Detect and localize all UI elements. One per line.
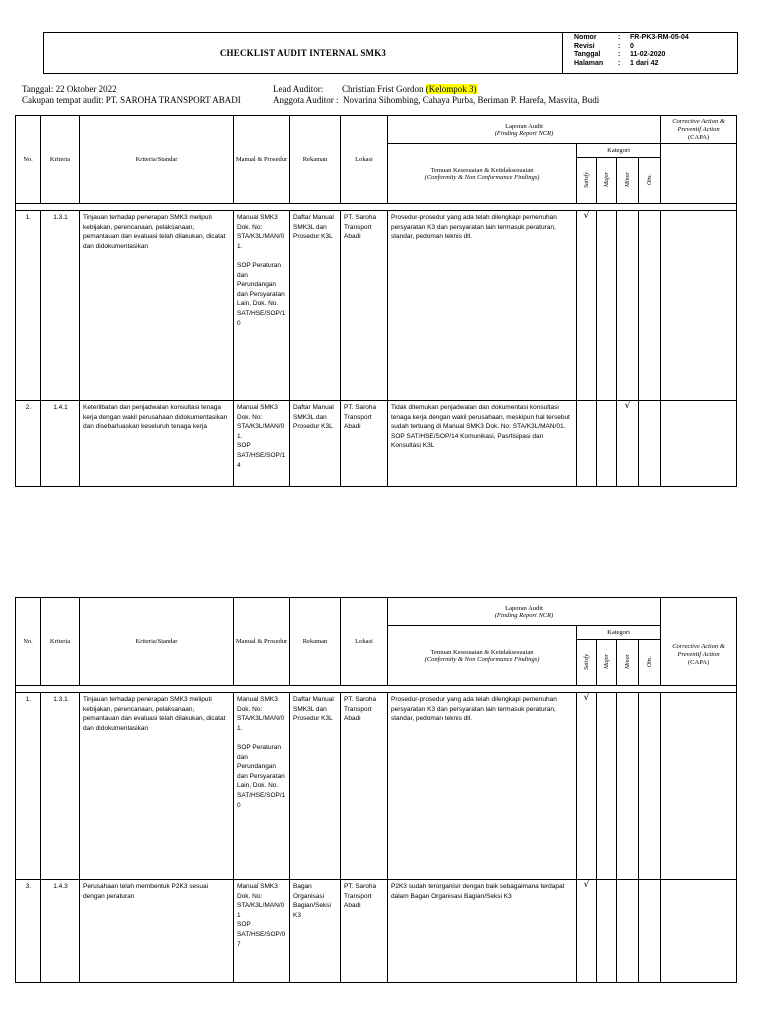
cell-lokasi: PT. Saroha Transport Abadi	[341, 211, 388, 401]
col-header-no: No.	[16, 598, 41, 686]
cell-major	[597, 401, 617, 487]
cell-satisfy	[577, 401, 597, 487]
cell-manual: Manual SMK3 Dok. No: STA/K3L/MAN/01. SOP Peraturan dan Perundangan dan Persyaratan Lain, Dok. No. SAT/HSE/SOP/10	[234, 693, 290, 880]
cell-temuan: Tidak ditemukan penjadwalan dan dokumentasi konsultasi tenaga kerja dengan wakil perusahaan, meskipun hal tersebut sudah tertuang di Manual SMK3 Dok. No: STA/K3L/MAN/01. SOP SAT/HSE/SOP/14 Komunikasi, Pasrtisipasi dan Konsultasi K3L	[388, 401, 577, 487]
col-header-laporan: Laporan Audit (Finding Report NCR)	[388, 598, 661, 626]
cell-lokasi: PT. Saroha Transport Abadi	[341, 401, 388, 487]
col-header-obs: Obs.	[639, 640, 661, 686]
col-header-kategori: Kategori	[577, 626, 661, 640]
meta-row-tanggal: Tanggal : 11-02-2020	[574, 51, 666, 58]
cell-minor	[617, 211, 639, 401]
col-header-laporan: Laporan Audit (Finding Report NCR)	[388, 116, 661, 144]
col-header-kriteria: Kriteria	[41, 598, 80, 686]
col-header-standar: Kriteria/Standar	[80, 598, 234, 686]
table-row	[16, 880, 737, 983]
col-header-capa: Corrective Action & Preventif Action (CAPA)	[661, 116, 737, 144]
col-header-kriteria: Kriteria	[41, 116, 80, 204]
col-header-manual: Manual & Prosedur	[234, 598, 290, 686]
col-header-kategori: Kategori	[577, 144, 661, 158]
cell-manual: Manual SMK3 Dok. No: STA/K3L/MAN/01. SOP SAT/HSE/SOP/14	[234, 401, 290, 487]
cell-kriteria: 1.3.1	[41, 211, 80, 401]
col-header-obs: Obs.	[639, 158, 661, 204]
cell-major	[597, 693, 617, 880]
lead-auditor-label: Lead Auditor:	[273, 84, 324, 94]
table-row	[16, 211, 737, 401]
col-header-major: Major	[597, 640, 617, 686]
col-header-standar: Kriteria/Standar	[80, 116, 234, 204]
cell-minor	[617, 693, 639, 880]
cell-minor	[617, 401, 639, 487]
cell-obs	[639, 401, 661, 487]
col-header-minor: Minor	[617, 640, 639, 686]
table-row	[16, 401, 737, 487]
cell-no: 2.	[16, 401, 41, 487]
col-header-capa: Corrective Action & Preventif Action (CAPA)	[661, 626, 737, 686]
cell-temuan: Prosedur-prosedur yang ada telah dilengkapi pemenuhan persyaratan K3 dan persyaratan lain termasuk peraturan, standar, pedoman teknis dll.	[388, 693, 577, 880]
col-header-temuan: Temuan Kesesuaian & Ketidaksesuaian (Conformity & Non Conformance Findings)	[388, 144, 577, 204]
check-mark: √	[583, 880, 590, 890]
col-header-satisfy: Satisfy	[577, 158, 597, 204]
col-header-satisfy: Satisfy	[577, 640, 597, 686]
cell-temuan: P2K3 sudah terorganisir dengan baik sebagaimana terdapat dalam Bagan Organisasi Bagian/Seksi K3	[388, 880, 577, 983]
cell-capa	[661, 693, 737, 880]
cell-capa	[661, 880, 737, 983]
cell-obs	[639, 880, 661, 983]
cell-satisfy	[577, 693, 597, 880]
cell-obs	[639, 211, 661, 401]
cell-kriteria: 1.4.3	[41, 880, 80, 983]
col-header-rekaman: Rekaman	[290, 116, 341, 204]
cell-kriteria: 1.3.1	[41, 693, 80, 880]
member-auditors: Novarina Sihombing, Cahaya Purba, Beriman P. Harefa, Masvita, Budi	[343, 95, 600, 105]
col-header-rekaman: Rekaman	[290, 598, 341, 686]
document-title: CHECKLIST AUDIT INTERNAL SMK3	[44, 33, 563, 73]
check-mark: √	[624, 401, 631, 411]
cell-manual: Manual SMK3 Dok. No: STA/K3L/MAN/01 SOP SAT/HSE/SOP/07	[234, 880, 290, 983]
col-header-lokasi: Lokasi	[341, 116, 388, 204]
cell-rekaman: Daftar Manual SMK3L dan Prosedur K3L	[290, 401, 341, 487]
col-header-manual: Manual & Prosedur	[234, 116, 290, 204]
col-header-minor: Minor	[617, 158, 639, 204]
audit-table-1	[15, 115, 737, 487]
cell-lokasi: PT. Saroha Transport Abadi	[341, 880, 388, 983]
cell-capa	[661, 211, 737, 401]
meta-row-halaman: Halaman : 1 dari 42	[574, 59, 659, 67]
cell-minor	[617, 880, 639, 983]
document-header	[43, 32, 738, 74]
meta-row-revisi: Revisi : 0	[574, 42, 634, 50]
cell-lokasi: PT. Saroha Transport Abadi	[341, 693, 388, 880]
meta-row-nomor: Nomor : FR-PK3-RM-05-04	[574, 34, 689, 41]
cell-major	[597, 880, 617, 983]
member-auditors-label: Anggota Auditor :	[273, 95, 339, 105]
check-mark: √	[583, 693, 590, 703]
cell-obs	[639, 693, 661, 880]
cell-standar: Perusahaan telah membentuk P2K3 sesuai dengan peraturan	[80, 880, 234, 983]
cell-no: 1.	[16, 211, 41, 401]
cell-major	[597, 211, 617, 401]
audit-date: Tanggal: 22 Oktober 2022	[22, 84, 117, 94]
col-header-major: Major	[597, 158, 617, 204]
col-header-lokasi: Lokasi	[341, 598, 388, 686]
cell-rekaman: Bagan Organisasi Bagian/Seksi K3	[290, 880, 341, 983]
col-header-temuan: Temuan Kesesuaian & Ketidaksesuaian (Conformity & Non Conformance Findings)	[388, 626, 577, 686]
cell-rekaman: Daftar Manual SMK3L dan Prosedur K3L	[290, 211, 341, 401]
cell-no: 1.	[16, 693, 41, 880]
table-row	[16, 693, 737, 880]
group-highlight: (Kelompok 3)	[425, 84, 477, 94]
cell-standar: Keterlibatan dan penjadwalan konsultasi tenaga kerja dengan wakil perusahaan didokumentasikan dan disebarluaskan keseluruh tenaga kerja	[80, 401, 234, 487]
cell-satisfy	[577, 211, 597, 401]
document-meta	[574, 34, 689, 68]
cell-temuan: Prosedur-prosedur yang ada telah dilengkapi pemenuhan persyaratan K3 dan persyaratan lain termasuk peraturan, standar, pedoman teknis dll.	[388, 211, 577, 401]
cell-standar: Tinjauan terhadap penerapan SMK3 meliputi kebijakan, perencanaan, pelaksanaan, pemantauan dan evaluasi telah dilakukan, dicatat dan didokumentasikan	[80, 211, 234, 401]
cell-rekaman: Daftar Manual SMK3L dan Prosedur K3L	[290, 693, 341, 880]
cell-standar: Tinjauan terhadap penerapan SMK3 meliputi kebijakan, perencanaan, pelaksanaan, pemantauan dan evaluasi telah dilakukan, dicatat dan didokumentasikan	[80, 693, 234, 880]
cell-manual: Manual SMK3 Dok. No: STA/K3L/MAN/01. SOP Peraturan dan Perundangan dan Persyaratan Lain, Dok. No. SAT/HSE/SOP/10	[234, 211, 290, 401]
audit-table-2	[15, 597, 737, 983]
lead-auditor: Christian Frist Gordon (Kelompok 3)	[342, 84, 477, 94]
cell-satisfy	[577, 880, 597, 983]
audit-scope: Cakupan tempat audit: PT. SAROHA TRANSPORT ABADI	[22, 95, 241, 105]
cell-kriteria: 1.4.1	[41, 401, 80, 487]
check-mark: √	[583, 211, 590, 221]
cell-no: 3.	[16, 880, 41, 983]
col-header-no: No.	[16, 116, 41, 204]
cell-capa	[661, 401, 737, 487]
